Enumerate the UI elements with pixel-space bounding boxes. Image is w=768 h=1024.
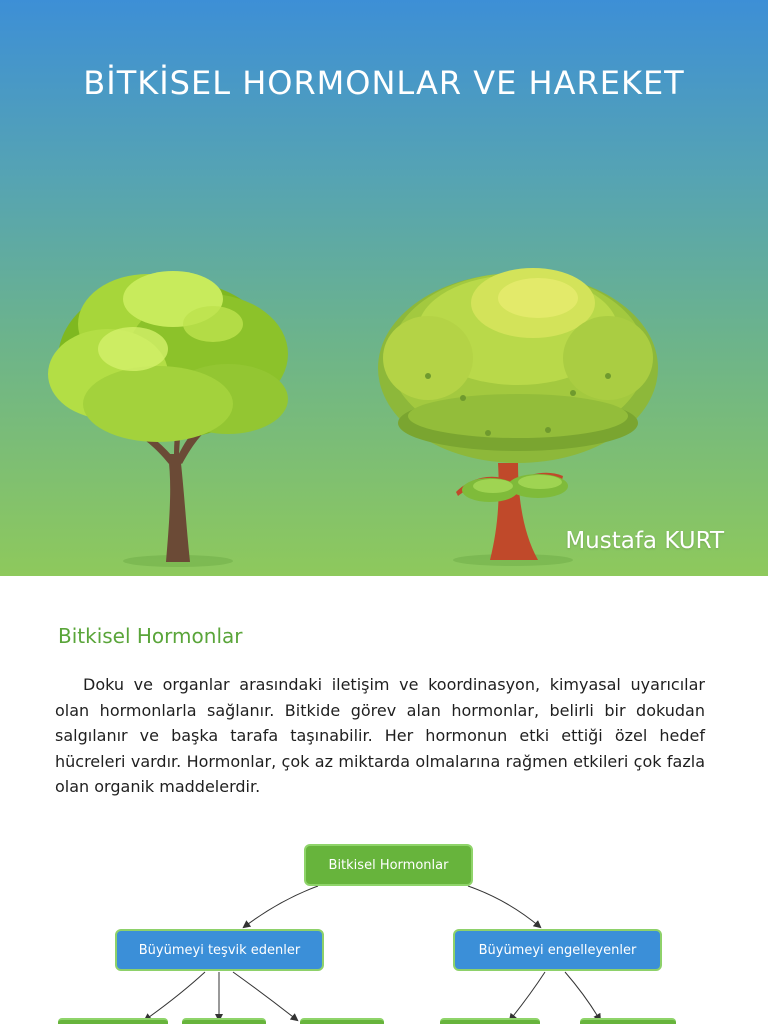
connector-root-left — [244, 886, 318, 927]
diagram-child-node-1 — [58, 1018, 168, 1024]
connector-left-1 — [145, 972, 205, 1020]
diagram-child-node-4 — [440, 1018, 540, 1024]
diagram-child-node-2 — [182, 1018, 266, 1024]
cover-title: BİTKİSEL HORMONLAR VE HAREKET — [83, 64, 685, 102]
connector-left-3 — [233, 972, 297, 1020]
diagram-child-node-5 — [580, 1018, 676, 1024]
connector-right-1 — [510, 972, 545, 1020]
left-tree-illustration — [38, 264, 300, 568]
author-name: Mustafa KURT — [565, 528, 724, 554]
connector-right-2 — [565, 972, 600, 1020]
intro-paragraph: Doku ve organlar arasındaki iletişim ve koordinasyon, kimyasal uyarıcılar olan hormonlarla sağlanır. Bitkide görev alan hormonlar, belirli bir dokudan salgılanır ve başka tarafa taşınabilir. Her hormonun etki ettiği özel hedef hücreleri vardır. Hormonlar, çok az miktarda olmalarına rağmen etkileri çok fazla olan organik maddelerdir. — [55, 675, 705, 796]
diagram-node-promoters: Büyümeyi teşvik edenler — [115, 929, 324, 971]
diagram-node-inhibitors: Büyümeyi engelleyenler — [453, 929, 662, 971]
right-tree-illustration — [368, 258, 668, 568]
connector-root-right — [468, 886, 540, 927]
diagram-child-node-3 — [300, 1018, 384, 1024]
diagram-root-node: Bitkisel Hormonlar — [304, 844, 473, 886]
section-title: Bitkisel Hormonlar — [58, 624, 243, 648]
